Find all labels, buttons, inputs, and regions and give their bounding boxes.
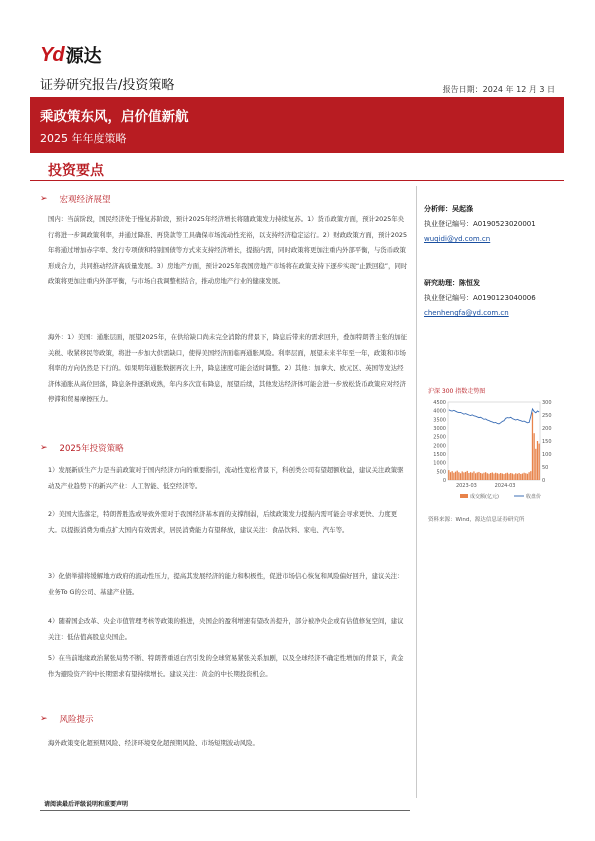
volume-bar <box>475 473 476 480</box>
volume-bar <box>517 474 518 480</box>
paragraph-strategy-4: 4）随着国企改革、央企市值管理考核等政策的推进，央国企的盈利增速有望改善提升，部分被净央企或有估值修复空间，建议关注：低估值高股息央国企。 <box>48 617 404 641</box>
y-right-tick-label: 150 <box>542 439 552 445</box>
volume-bar <box>490 473 491 480</box>
heading-strategy-label: 2025年投资策略 <box>59 444 124 454</box>
volume-bar <box>485 472 486 480</box>
footer-divider <box>40 810 410 811</box>
report-title: 乘政策东风，启价值新航 <box>40 109 189 125</box>
heading-macro <box>40 193 111 205</box>
volume-bar <box>534 433 535 480</box>
assistant-name: 研究助理：陈恒发 <box>424 279 480 287</box>
volume-bar <box>497 473 498 480</box>
paragraph-strategy-3: 3）化债举措将缓解地方政府的流动性压力，提高其发展经济的能力和积极性，促进市场信心恢复和风险偏好回升，建议关注：业务To G的公司、基建产业链。 <box>48 572 404 596</box>
arrow-right-icon: ➢ <box>40 714 48 724</box>
y-left-tick-label: 0 <box>442 478 446 484</box>
heading-macro-label: 宏观经济展望 <box>59 195 111 205</box>
section-title: 投资要点 <box>48 163 104 179</box>
volume-bar <box>520 474 521 480</box>
y-left-tick-label: 500 <box>436 469 446 476</box>
logo-name: 源达 <box>65 46 102 67</box>
volume-bar <box>487 473 488 480</box>
volume-bar <box>525 473 526 480</box>
index-chart <box>428 398 558 508</box>
volume-bar <box>528 472 529 480</box>
legend-label-close: 收盘价 <box>526 494 542 500</box>
paragraph-domestic: 国内：当前阶段，国民经济处于慢复苏阶段，预计2025年经济增长将随政策发力持续复苏。1）货币政策方面，预计2025年央行将进一步调政策利率，并通过降准、再贷款等工具确保市场流动性充裕，以支持经济稳定运行。2）财政政策方面，预计2025年将通过增加赤字率、发行专项债和特别国债等方式来支持经济增长，提振内需，同时政策将更加注重内外部平衡，与货币政策形成合力，共同推动经济高质量发展。3）房地产方面，预计2025年我国房地产市场将在政策支持下逐步实现“止跌回稳”，同时政策将更加注重内外部平衡，与市场自我调整相结合，推动房地产行业的健康发展。 <box>48 215 408 286</box>
volume-bar <box>513 474 514 480</box>
volume-bar <box>527 474 528 480</box>
volume-bar <box>522 474 523 481</box>
volume-bar <box>530 471 531 480</box>
volume-bar <box>512 474 513 481</box>
chart-source: 资料来源：Wind，源达信息证券研究所 <box>428 517 525 523</box>
volume-bar <box>468 473 469 480</box>
heading-risk <box>40 713 94 725</box>
title-banner <box>30 97 564 153</box>
company-logo <box>40 44 102 66</box>
assistant-email[interactable]: chenhengfa@yd.com.cn <box>424 309 509 317</box>
volume-bar <box>457 471 458 480</box>
analyst-registration: 执业登记编号：A0190523020001 <box>424 220 536 228</box>
volume-bar <box>535 449 536 480</box>
paragraph-strategy-2: 2）美国大选落定，特朗普胜选或导致外需对于我国经济基本面的支撑削弱，后续政策发力提振内需可能会寻求更快、力度更大。以提振消费为重点扩大国内有效需求，居民消费能力有望释放，建议关注：食品饮料、家电、汽车等。 <box>48 510 398 534</box>
volume-bar <box>502 474 503 481</box>
chart-svg <box>428 398 558 508</box>
y-right-tick-label: 50 <box>542 465 549 471</box>
y-left-tick-label: 2000 <box>433 443 446 450</box>
volume-bar <box>455 472 456 480</box>
volume-bar <box>453 473 454 480</box>
plot-frame <box>448 402 540 480</box>
volume-bar <box>488 474 489 480</box>
volume-bar <box>472 473 473 480</box>
heading-strategy <box>40 442 124 454</box>
volume-bar <box>507 473 508 480</box>
y-left-tick-label: 3000 <box>433 426 446 432</box>
volume-bar <box>537 441 538 480</box>
volume-bar <box>480 473 481 480</box>
volume-bar <box>463 472 464 480</box>
report-subtitle: 2025 年年度策略 <box>40 132 127 145</box>
volume-bar <box>462 471 463 480</box>
chart-title: 沪深 300 指数走势图 <box>428 388 486 395</box>
volume-bar <box>452 471 453 480</box>
volume-bar <box>498 474 499 480</box>
y-left-tick-label: 4500 <box>433 400 446 406</box>
volume-bar <box>500 473 501 480</box>
y-right-tick-label: 0 <box>542 478 546 484</box>
volume-bar <box>477 472 478 480</box>
volume-bar <box>478 472 479 480</box>
y-right-tick-label: 250 <box>542 413 552 419</box>
volume-bar <box>467 471 468 480</box>
analyst-block <box>424 202 536 247</box>
section-divider <box>30 180 564 181</box>
y-right-tick-label: 200 <box>542 426 552 432</box>
volume-bar <box>510 473 511 480</box>
y-left-tick-label: 3500 <box>433 417 446 424</box>
volume-bar <box>532 412 533 480</box>
volume-bar <box>458 472 459 480</box>
volume-bar <box>450 472 451 480</box>
volume-bar <box>518 473 519 480</box>
paragraph-risk: 海外政策变化超预期风险、经济环境变化超预期风险、市场短期波动风险。 <box>48 739 259 747</box>
volume-bar <box>495 473 496 480</box>
x-tick-label: 2023-03 <box>455 483 477 489</box>
volume-bar <box>492 472 493 480</box>
analyst-email[interactable]: wuqidi@yd.com.cn <box>424 235 491 243</box>
legend-label-volume: 成交额(亿元) <box>470 494 499 500</box>
x-tick-label: 2024-03 <box>494 483 516 489</box>
volume-bar <box>505 473 506 480</box>
y-left-tick-label: 1000 <box>433 460 446 467</box>
volume-bar <box>523 473 524 480</box>
volume-bar <box>493 474 494 481</box>
disclaimer-note: 请阅读最后评级说明和重要声明 <box>44 801 129 808</box>
volume-bar <box>470 472 471 480</box>
arrow-right-icon: ➢ <box>40 194 48 204</box>
y-left-tick-label: 1500 <box>433 452 446 458</box>
volume-bar <box>473 471 474 480</box>
volume-bar <box>508 474 509 480</box>
volume-bar <box>448 470 449 480</box>
logo-mark: Yd <box>40 43 64 66</box>
assistant-registration: 执业登记编号：A0190123040006 <box>424 294 536 302</box>
volume-bar <box>515 473 516 480</box>
volume-bar <box>460 473 461 480</box>
report-date: 报告日期：2024 年 12 月 3 日 <box>442 85 555 94</box>
paragraph-overseas: 海外：1）美国：通胀层面，展望2025年，在供给缺口尚未完全消除的背景下，降息后带来的需求回升，叠加特朗普主张的加征关税、收紧移民等政策，将进一步加大供需缺口，使得美国经济面临再通胀风险。利率层面，展望未来半年至一年，政策和市场利率的方向仍然是下行的。如果明年通胀数据再次上升，降息速度可能会适时调整。2）其他：加拿大、欧元区、英国等发达经济体通胀从高位回落，降息条件逐渐成熟，年内多次宣布降息，展望后续，其他发达经济体可能会进一步放松货币政策应对经济停滞和贸易摩擦压力。 <box>48 333 408 404</box>
volume-bar <box>483 473 484 480</box>
report-type: 证券研究报告/投资策略 <box>40 78 175 93</box>
volume-bar <box>539 444 540 480</box>
volume-bar <box>482 474 483 481</box>
column-divider <box>416 186 417 798</box>
volume-bar <box>503 474 504 480</box>
paragraph-strategy-5: 5）在当前地缘政治紧张局势不断、特朗普重返白宫引发的全球贸易紧张关系加剧，以及全球经济不确定性增加的背景下，黄金作为避险资产的中长期需求有望持续增长。建议关注：黄金的中长期投资机会。 <box>48 654 404 678</box>
heading-risk-label: 风险提示 <box>59 715 94 725</box>
y-left-tick-label: 2500 <box>433 434 446 441</box>
analyst-name: 分析师：吴起涤 <box>424 205 473 213</box>
assistant-block <box>424 276 536 321</box>
volume-bar <box>465 472 466 480</box>
y-right-tick-label: 100 <box>542 452 552 458</box>
y-left-tick-label: 4000 <box>433 408 446 415</box>
legend-swatch-volume <box>460 494 468 498</box>
y-right-tick-label: 300 <box>542 400 552 406</box>
arrow-right-icon: ➢ <box>40 443 48 453</box>
paragraph-strategy-1: 1）发展新质生产力是当前政策对于国内经济方向的重要指引，流动性宽松背景下，科创类公司有望超额收益，建议关注政策驱动及产业趋势下的新兴产业：人工智能、低空经济等。 <box>48 466 404 490</box>
